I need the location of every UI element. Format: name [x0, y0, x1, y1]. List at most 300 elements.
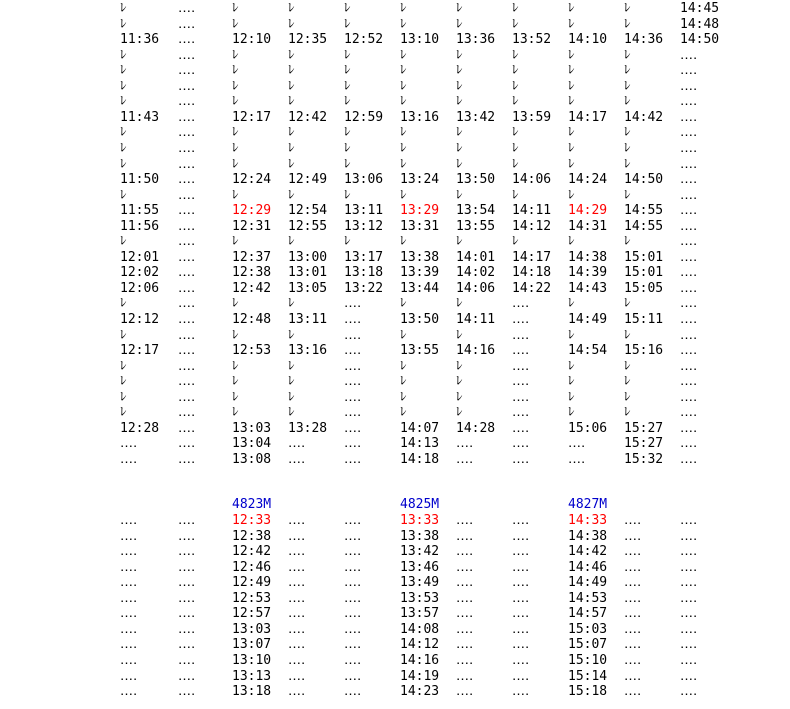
- no-service-mark: ‥‥: [680, 684, 698, 700]
- time-cell: 13:57: [400, 606, 440, 622]
- no-service-mark: ‥‥: [456, 606, 474, 622]
- no-service-mark: ‥‥: [456, 544, 474, 560]
- time-cell: 12:38: [232, 265, 272, 281]
- no-service-mark: ‥‥: [456, 559, 474, 575]
- pass-mark: ﾚ: [568, 63, 575, 79]
- no-service-mark: ‥‥: [568, 436, 586, 452]
- no-service-mark: ‥‥: [344, 621, 362, 637]
- time-cell: 14:06: [456, 280, 496, 296]
- pass-mark: ﾚ: [400, 234, 407, 250]
- time-cell: 12:49: [232, 575, 272, 591]
- no-service-mark: ‥‥: [178, 156, 196, 172]
- time-cell: 13:44: [400, 280, 440, 296]
- time-cell: 15:01: [624, 265, 664, 281]
- time-cell: 12:53: [232, 343, 272, 359]
- pass-mark: ﾚ: [512, 47, 519, 63]
- no-service-mark: ‥‥: [344, 637, 362, 653]
- pass-mark: ﾚ: [288, 16, 295, 32]
- time-cell: 14:11: [456, 312, 496, 327]
- train-number: 4825M: [400, 497, 440, 512]
- no-service-mark: ‥‥: [288, 606, 306, 622]
- no-service-mark: ‥‥: [624, 606, 642, 622]
- no-service-mark: ‥‥: [680, 47, 698, 63]
- no-service-mark: ‥‥: [344, 343, 362, 359]
- no-service-mark: ‥‥: [456, 637, 474, 653]
- no-service-mark: ‥‥: [680, 172, 698, 188]
- pass-mark: ﾚ: [344, 234, 351, 250]
- pass-mark: ﾚ: [120, 374, 127, 390]
- no-service-mark: ‥‥: [120, 528, 138, 544]
- time-cell: 13:42: [456, 109, 496, 125]
- no-service-mark: ‥‥: [456, 513, 474, 528]
- pass-mark: ﾚ: [456, 125, 463, 141]
- time-cell: 11:50: [120, 172, 160, 188]
- time-cell: 14:39: [568, 265, 608, 281]
- time-cell: 15:27: [624, 420, 664, 436]
- time-cell: 14:10: [568, 32, 608, 48]
- time-cell: 13:36: [456, 32, 496, 48]
- no-service-mark: ‥‥: [512, 451, 530, 467]
- no-service-mark: ‥‥: [178, 559, 196, 575]
- pass-mark: ﾚ: [624, 389, 631, 405]
- no-service-mark: ‥‥: [120, 652, 138, 668]
- time-cell: 15:27: [624, 436, 664, 452]
- pass-mark: ﾚ: [568, 78, 575, 94]
- time-cell: 12:17: [120, 343, 160, 359]
- pass-mark: ﾚ: [120, 78, 127, 94]
- no-service-mark: ‥‥: [178, 374, 196, 390]
- no-service-mark: ‥‥: [288, 637, 306, 653]
- time-cell: 14:43: [568, 280, 608, 296]
- pass-mark: ﾚ: [456, 47, 463, 63]
- no-service-mark: ‥‥: [178, 575, 196, 591]
- pass-mark: ﾚ: [512, 78, 519, 94]
- time-cell: 13:10: [400, 32, 440, 48]
- pass-mark: ﾚ: [232, 389, 239, 405]
- no-service-mark: ‥‥: [680, 420, 698, 436]
- pass-mark: ﾚ: [288, 63, 295, 79]
- time-cell: 13:53: [400, 590, 440, 606]
- no-service-mark: ‥‥: [624, 590, 642, 606]
- no-service-mark: ‥‥: [680, 621, 698, 637]
- pass-mark: ﾚ: [400, 296, 407, 312]
- pass-mark: ﾚ: [568, 16, 575, 32]
- no-service-mark: ‥‥: [120, 575, 138, 591]
- time-cell: 13:38: [400, 528, 440, 544]
- no-service-mark: ‥‥: [178, 63, 196, 79]
- no-service-mark: ‥‥: [288, 436, 306, 452]
- no-service-mark: ‥‥: [512, 420, 530, 436]
- time-cell: 12:35: [288, 32, 328, 48]
- time-cell: 13:05: [288, 280, 328, 296]
- time-cell: 14:01: [456, 249, 496, 265]
- pass-mark: ﾚ: [120, 405, 127, 421]
- no-service-mark: ‥‥: [178, 94, 196, 110]
- time-cell: 12:42: [232, 280, 272, 296]
- time-cell: 14:19: [400, 668, 440, 684]
- time-cell: 15:16: [624, 343, 664, 359]
- pass-mark: ﾚ: [232, 94, 239, 110]
- time-cell: 13:54: [456, 203, 496, 219]
- pass-mark: ﾚ: [400, 125, 407, 141]
- pass-mark: ﾚ: [232, 16, 239, 32]
- no-service-mark: ‥‥: [512, 327, 530, 343]
- pass-mark: ﾚ: [120, 63, 127, 79]
- no-service-mark: ‥‥: [512, 684, 530, 700]
- time-cell: 12:53: [232, 590, 272, 606]
- pass-mark: ﾚ: [624, 405, 631, 421]
- pass-mark: ﾚ: [120, 47, 127, 63]
- no-service-mark: ‥‥: [178, 436, 196, 452]
- no-service-mark: ‥‥: [344, 652, 362, 668]
- no-service-mark: ‥‥: [120, 513, 138, 528]
- no-service-mark: ‥‥: [624, 528, 642, 544]
- time-cell: 13:08: [232, 451, 272, 467]
- pass-mark: ﾚ: [456, 78, 463, 94]
- pass-mark: ﾚ: [288, 94, 295, 110]
- time-cell: 14:54: [568, 343, 608, 359]
- pass-mark: ﾚ: [288, 374, 295, 390]
- time-cell: 12:54: [288, 203, 328, 219]
- no-service-mark: ‥‥: [344, 296, 362, 312]
- no-service-mark: ‥‥: [680, 544, 698, 560]
- time-cell: 12:52: [344, 32, 384, 48]
- no-service-mark: ‥‥: [680, 265, 698, 281]
- pass-mark: ﾚ: [400, 156, 407, 172]
- time-cell: 14:33: [568, 513, 608, 528]
- time-cell: 12:24: [232, 172, 272, 188]
- time-cell: 13:49: [400, 575, 440, 591]
- time-cell: 14:49: [568, 312, 608, 327]
- no-service-mark: ‥‥: [680, 637, 698, 653]
- time-cell: 14:42: [568, 544, 608, 560]
- no-service-mark: ‥‥: [624, 621, 642, 637]
- pass-mark: ﾚ: [512, 187, 519, 203]
- no-service-mark: ‥‥: [288, 668, 306, 684]
- no-service-mark: ‥‥: [512, 668, 530, 684]
- time-cell: 13:04: [232, 436, 272, 452]
- time-cell: 14:11: [512, 203, 552, 219]
- time-cell: 14:53: [568, 590, 608, 606]
- pass-mark: ﾚ: [400, 78, 407, 94]
- no-service-mark: ‥‥: [680, 187, 698, 203]
- no-service-mark: ‥‥: [288, 451, 306, 467]
- pass-mark: ﾚ: [288, 156, 295, 172]
- time-cell: 13:18: [344, 265, 384, 281]
- time-cell: 14:46: [568, 559, 608, 575]
- time-cell: 14:57: [568, 606, 608, 622]
- no-service-mark: ‥‥: [178, 172, 196, 188]
- no-service-mark: ‥‥: [178, 513, 196, 528]
- pass-mark: ﾚ: [400, 187, 407, 203]
- train-number: 4827M: [568, 497, 608, 512]
- pass-mark: ﾚ: [624, 358, 631, 374]
- time-cell: 12:37: [232, 249, 272, 265]
- time-cell: 13:24: [400, 172, 440, 188]
- pass-mark: ﾚ: [288, 327, 295, 343]
- pass-mark: ﾚ: [512, 94, 519, 110]
- no-service-mark: ‥‥: [680, 203, 698, 219]
- no-service-mark: ‥‥: [178, 405, 196, 421]
- no-service-mark: ‥‥: [288, 590, 306, 606]
- time-cell: 15:18: [568, 684, 608, 700]
- no-service-mark: ‥‥: [178, 652, 196, 668]
- time-cell: 12:17: [232, 109, 272, 125]
- no-service-mark: ‥‥: [344, 590, 362, 606]
- time-cell: 11:36: [120, 32, 160, 48]
- no-service-mark: ‥‥: [178, 187, 196, 203]
- no-service-mark: ‥‥: [178, 312, 196, 327]
- pass-mark: ﾚ: [400, 389, 407, 405]
- pass-mark: ﾚ: [120, 327, 127, 343]
- no-service-mark: ‥‥: [456, 684, 474, 700]
- pass-mark: ﾚ: [456, 234, 463, 250]
- pass-mark: ﾚ: [400, 374, 407, 390]
- time-cell: 14:23: [400, 684, 440, 700]
- time-cell: 13:13: [232, 668, 272, 684]
- no-service-mark: ‥‥: [680, 528, 698, 544]
- pass-mark: ﾚ: [400, 405, 407, 421]
- time-cell: 12:42: [232, 544, 272, 560]
- no-service-mark: ‥‥: [512, 374, 530, 390]
- time-cell: 12:49: [288, 172, 328, 188]
- no-service-mark: ‥‥: [344, 389, 362, 405]
- time-cell: 13:11: [288, 312, 328, 327]
- no-service-mark: ‥‥: [680, 140, 698, 156]
- no-service-mark: ‥‥: [178, 32, 196, 48]
- no-service-mark: ‥‥: [178, 234, 196, 250]
- pass-mark: ﾚ: [344, 78, 351, 94]
- no-service-mark: ‥‥: [344, 513, 362, 528]
- no-service-mark: ‥‥: [288, 575, 306, 591]
- pass-mark: ﾚ: [456, 1, 463, 16]
- pass-mark: ﾚ: [232, 187, 239, 203]
- no-service-mark: ‥‥: [680, 249, 698, 265]
- time-cell: 14:38: [568, 528, 608, 544]
- time-cell: 11:56: [120, 218, 160, 234]
- train-number: 4823M: [232, 497, 272, 512]
- pass-mark: ﾚ: [624, 156, 631, 172]
- pass-mark: ﾚ: [344, 140, 351, 156]
- pass-mark: ﾚ: [288, 140, 295, 156]
- no-service-mark: ‥‥: [680, 358, 698, 374]
- time-cell: 15:01: [624, 249, 664, 265]
- pass-mark: ﾚ: [624, 140, 631, 156]
- no-service-mark: ‥‥: [344, 544, 362, 560]
- time-cell: 13:03: [232, 621, 272, 637]
- pass-mark: ﾚ: [456, 296, 463, 312]
- no-service-mark: ‥‥: [680, 125, 698, 141]
- no-service-mark: ‥‥: [178, 249, 196, 265]
- time-cell: 15:07: [568, 637, 608, 653]
- no-service-mark: ‥‥: [178, 218, 196, 234]
- no-service-mark: ‥‥: [344, 575, 362, 591]
- time-cell: 13:38: [400, 249, 440, 265]
- pass-mark: ﾚ: [568, 140, 575, 156]
- pass-mark: ﾚ: [120, 389, 127, 405]
- pass-mark: ﾚ: [624, 94, 631, 110]
- no-service-mark: ‥‥: [120, 637, 138, 653]
- no-service-mark: ‥‥: [178, 544, 196, 560]
- no-service-mark: ‥‥: [456, 590, 474, 606]
- pass-mark: ﾚ: [512, 140, 519, 156]
- pass-mark: ﾚ: [232, 234, 239, 250]
- pass-mark: ﾚ: [288, 125, 295, 141]
- time-cell: 15:32: [624, 451, 664, 467]
- time-cell: 15:05: [624, 280, 664, 296]
- no-service-mark: ‥‥: [680, 606, 698, 622]
- pass-mark: ﾚ: [456, 156, 463, 172]
- time-cell: 13:10: [232, 652, 272, 668]
- pass-mark: ﾚ: [232, 1, 239, 16]
- time-cell: 13:39: [400, 265, 440, 281]
- pass-mark: ﾚ: [400, 1, 407, 16]
- time-cell: 13:07: [232, 637, 272, 653]
- no-service-mark: ‥‥: [512, 296, 530, 312]
- no-service-mark: ‥‥: [624, 559, 642, 575]
- time-cell: 13:16: [400, 109, 440, 125]
- time-cell: 13:28: [288, 420, 328, 436]
- pass-mark: ﾚ: [512, 125, 519, 141]
- no-service-mark: ‥‥: [288, 559, 306, 575]
- no-service-mark: ‥‥: [680, 451, 698, 467]
- time-cell: 13:18: [232, 684, 272, 700]
- time-cell: 14:13: [400, 436, 440, 452]
- pass-mark: ﾚ: [624, 78, 631, 94]
- no-service-mark: ‥‥: [178, 1, 196, 16]
- time-cell: 12:28: [120, 420, 160, 436]
- time-cell: 14:28: [456, 420, 496, 436]
- pass-mark: ﾚ: [400, 140, 407, 156]
- no-service-mark: ‥‥: [512, 606, 530, 622]
- pass-mark: ﾚ: [624, 187, 631, 203]
- pass-mark: ﾚ: [568, 389, 575, 405]
- time-cell: 14:55: [624, 218, 664, 234]
- no-service-mark: ‥‥: [178, 606, 196, 622]
- pass-mark: ﾚ: [568, 374, 575, 390]
- no-service-mark: ‥‥: [178, 343, 196, 359]
- pass-mark: ﾚ: [568, 47, 575, 63]
- time-cell: 13:17: [344, 249, 384, 265]
- pass-mark: ﾚ: [624, 327, 631, 343]
- pass-mark: ﾚ: [344, 156, 351, 172]
- no-service-mark: ‥‥: [178, 668, 196, 684]
- no-service-mark: ‥‥: [512, 436, 530, 452]
- time-cell: 12:10: [232, 32, 272, 48]
- time-cell: 14:17: [568, 109, 608, 125]
- no-service-mark: ‥‥: [178, 684, 196, 700]
- pass-mark: ﾚ: [624, 296, 631, 312]
- pass-mark: ﾚ: [344, 94, 351, 110]
- no-service-mark: ‥‥: [456, 575, 474, 591]
- no-service-mark: ‥‥: [178, 16, 196, 32]
- no-service-mark: ‥‥: [178, 280, 196, 296]
- no-service-mark: ‥‥: [288, 528, 306, 544]
- no-service-mark: ‥‥: [178, 358, 196, 374]
- time-cell: 14:16: [400, 652, 440, 668]
- time-cell: 12:12: [120, 312, 160, 327]
- pass-mark: ﾚ: [512, 156, 519, 172]
- time-cell: 14:18: [512, 265, 552, 281]
- no-service-mark: ‥‥: [680, 405, 698, 421]
- time-cell: 11:43: [120, 109, 160, 125]
- no-service-mark: ‥‥: [344, 559, 362, 575]
- pass-mark: ﾚ: [456, 16, 463, 32]
- no-service-mark: ‥‥: [456, 668, 474, 684]
- pass-mark: ﾚ: [288, 405, 295, 421]
- pass-mark: ﾚ: [232, 296, 239, 312]
- no-service-mark: ‥‥: [624, 684, 642, 700]
- no-service-mark: ‥‥: [288, 544, 306, 560]
- no-service-mark: ‥‥: [120, 451, 138, 467]
- no-service-mark: ‥‥: [120, 606, 138, 622]
- time-cell: 13:46: [400, 559, 440, 575]
- time-cell: 13:42: [400, 544, 440, 560]
- pass-mark: ﾚ: [624, 125, 631, 141]
- pass-mark: ﾚ: [400, 16, 407, 32]
- time-cell: 12:57: [232, 606, 272, 622]
- no-service-mark: ‥‥: [680, 218, 698, 234]
- pass-mark: ﾚ: [512, 1, 519, 16]
- pass-mark: ﾚ: [288, 234, 295, 250]
- pass-mark: ﾚ: [120, 140, 127, 156]
- no-service-mark: ‥‥: [456, 621, 474, 637]
- no-service-mark: ‥‥: [624, 513, 642, 528]
- pass-mark: ﾚ: [288, 47, 295, 63]
- time-cell: 12:06: [120, 280, 160, 296]
- no-service-mark: ‥‥: [178, 451, 196, 467]
- time-cell: 15:10: [568, 652, 608, 668]
- time-cell: 14:48: [680, 16, 720, 32]
- time-cell: 14:42: [624, 109, 664, 125]
- pass-mark: ﾚ: [512, 63, 519, 79]
- pass-mark: ﾚ: [568, 358, 575, 374]
- no-service-mark: ‥‥: [512, 343, 530, 359]
- no-service-mark: ‥‥: [680, 156, 698, 172]
- no-service-mark: ‥‥: [680, 94, 698, 110]
- time-cell: 14:06: [512, 172, 552, 188]
- time-cell: 14:49: [568, 575, 608, 591]
- pass-mark: ﾚ: [456, 140, 463, 156]
- pass-mark: ﾚ: [232, 405, 239, 421]
- no-service-mark: ‥‥: [344, 405, 362, 421]
- time-cell: 12:38: [232, 528, 272, 544]
- time-cell: 15:03: [568, 621, 608, 637]
- no-service-mark: ‥‥: [512, 637, 530, 653]
- pass-mark: ﾚ: [120, 94, 127, 110]
- no-service-mark: ‥‥: [512, 575, 530, 591]
- no-service-mark: ‥‥: [120, 621, 138, 637]
- no-service-mark: ‥‥: [680, 343, 698, 359]
- time-cell: 13:33: [400, 513, 440, 528]
- time-cell: 14:16: [456, 343, 496, 359]
- pass-mark: ﾚ: [232, 358, 239, 374]
- time-cell: 14:45: [680, 1, 720, 16]
- time-cell: 13:59: [512, 109, 552, 125]
- pass-mark: ﾚ: [288, 1, 295, 16]
- time-cell: 12:31: [232, 218, 272, 234]
- time-cell: 12:33: [232, 513, 272, 528]
- time-cell: 12:46: [232, 559, 272, 575]
- time-cell: 14:55: [624, 203, 664, 219]
- no-service-mark: ‥‥: [680, 109, 698, 125]
- no-service-mark: ‥‥: [680, 590, 698, 606]
- time-cell: 11:55: [120, 203, 160, 219]
- no-service-mark: ‥‥: [512, 513, 530, 528]
- pass-mark: ﾚ: [344, 125, 351, 141]
- time-cell: 14:31: [568, 218, 608, 234]
- pass-mark: ﾚ: [400, 63, 407, 79]
